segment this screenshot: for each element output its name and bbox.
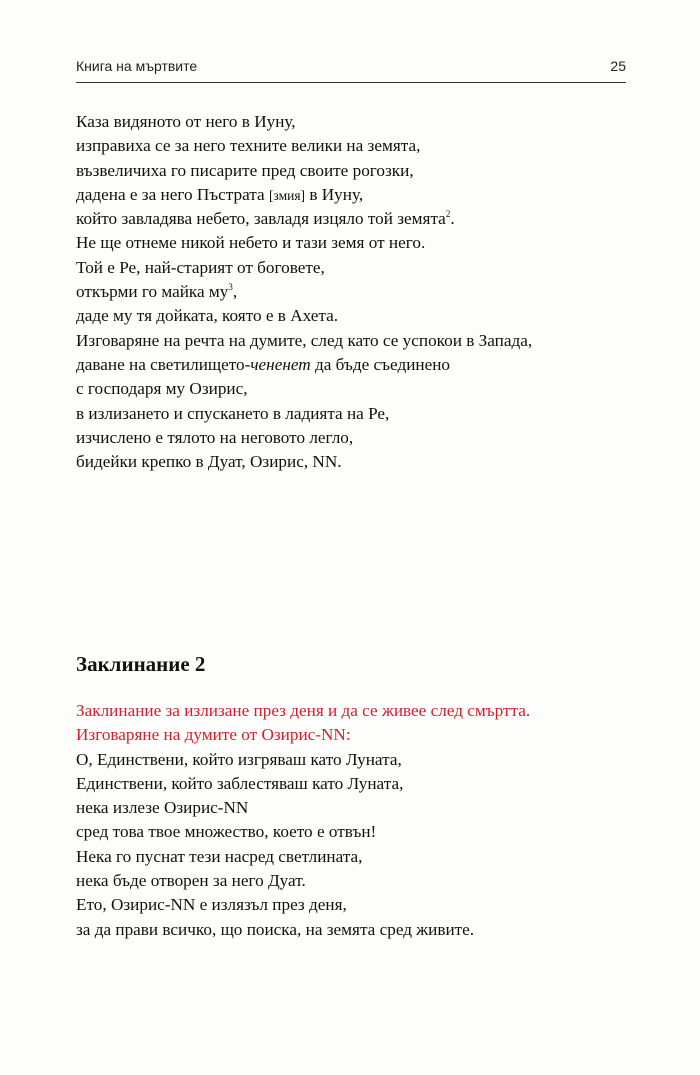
- verse-line: за да прави всичко, що поиска, на земята сред живите.: [76, 919, 475, 939]
- verse-line: възвеличиха го писарите пред своите рогозки,: [76, 160, 414, 180]
- verse-line: изчислено е тялото на неговото легло,: [76, 427, 354, 447]
- book-title: Книга на мъртвите: [76, 58, 198, 74]
- verse-line: Ето, Озирис-NN е излязъл през деня,: [76, 895, 347, 915]
- header-rule: [76, 82, 626, 83]
- verse-text: който завладява небето, завладя изцяло той земята: [76, 209, 446, 229]
- verse-line: [76, 353, 532, 377]
- running-header: [76, 58, 626, 80]
- verse-line: [76, 207, 532, 231]
- passage-continuation: [76, 110, 532, 474]
- verse-line: Изговаряне на речта на думите, след като се успокои в Запада,: [76, 330, 533, 350]
- spell-heading: Заклинание 2: [76, 652, 206, 676]
- verse-text: дадена е за него Пъстрата: [76, 184, 269, 204]
- verse-line: бидейки крепко в Дуат, Озирис, NN.: [76, 452, 342, 472]
- verse-line: с господаря му Озирис,: [76, 379, 248, 399]
- page-number: 25: [610, 58, 626, 74]
- verse-line: Каза видяното от него в Иуну,: [76, 112, 296, 131]
- footnote-marker: 3: [228, 282, 233, 293]
- spell-2-text: [76, 699, 530, 942]
- rubric-line: Изговаряне на думите от Озирис-NN:: [76, 725, 351, 745]
- verse-line: [76, 183, 532, 207]
- italic-term: чененет: [250, 354, 311, 374]
- verse-line: даде му тя дойката, която е в Ахета.: [76, 306, 339, 326]
- verse-line: Не ще отнеме никой небето и тази земя от него.: [76, 233, 426, 253]
- verse-line: сред това твое множество, което е отвън!: [76, 822, 377, 842]
- editorial-insertion: [змия]: [268, 187, 306, 203]
- verse-text: да бъде съединено: [310, 354, 451, 374]
- verse-line: [76, 280, 532, 304]
- verse-line: нека излезе Озирис-NN: [76, 798, 249, 818]
- verse-line: Той е Ре, най-старият от боговете,: [76, 257, 325, 277]
- verse-text: .: [450, 209, 455, 229]
- footnote-marker: 2: [445, 209, 451, 220]
- verse-line: О, Единствени, който изгряваш като Луната,: [76, 749, 402, 769]
- verse-line: в излизането и спускането в ладията на Ре,: [76, 403, 390, 423]
- verse-line: Нека го пуснат тези насред светлината,: [76, 846, 363, 866]
- verse-line: нека бъде отворен за него Дуат.: [76, 871, 306, 891]
- verse-text: откърми го майка му: [76, 282, 229, 302]
- verse-text: даване на светилището-: [76, 354, 251, 374]
- verse-line: изправиха се за него техните велики на земята,: [76, 136, 421, 156]
- rubric-line: Заклинание за излизане през деня и да се живее след смъртта.: [76, 701, 531, 720]
- verse-text: ,: [232, 282, 238, 302]
- verse-line: Единствени, който заблестяваш като Луната,: [76, 773, 404, 793]
- verse-text: в Иуну,: [305, 184, 364, 204]
